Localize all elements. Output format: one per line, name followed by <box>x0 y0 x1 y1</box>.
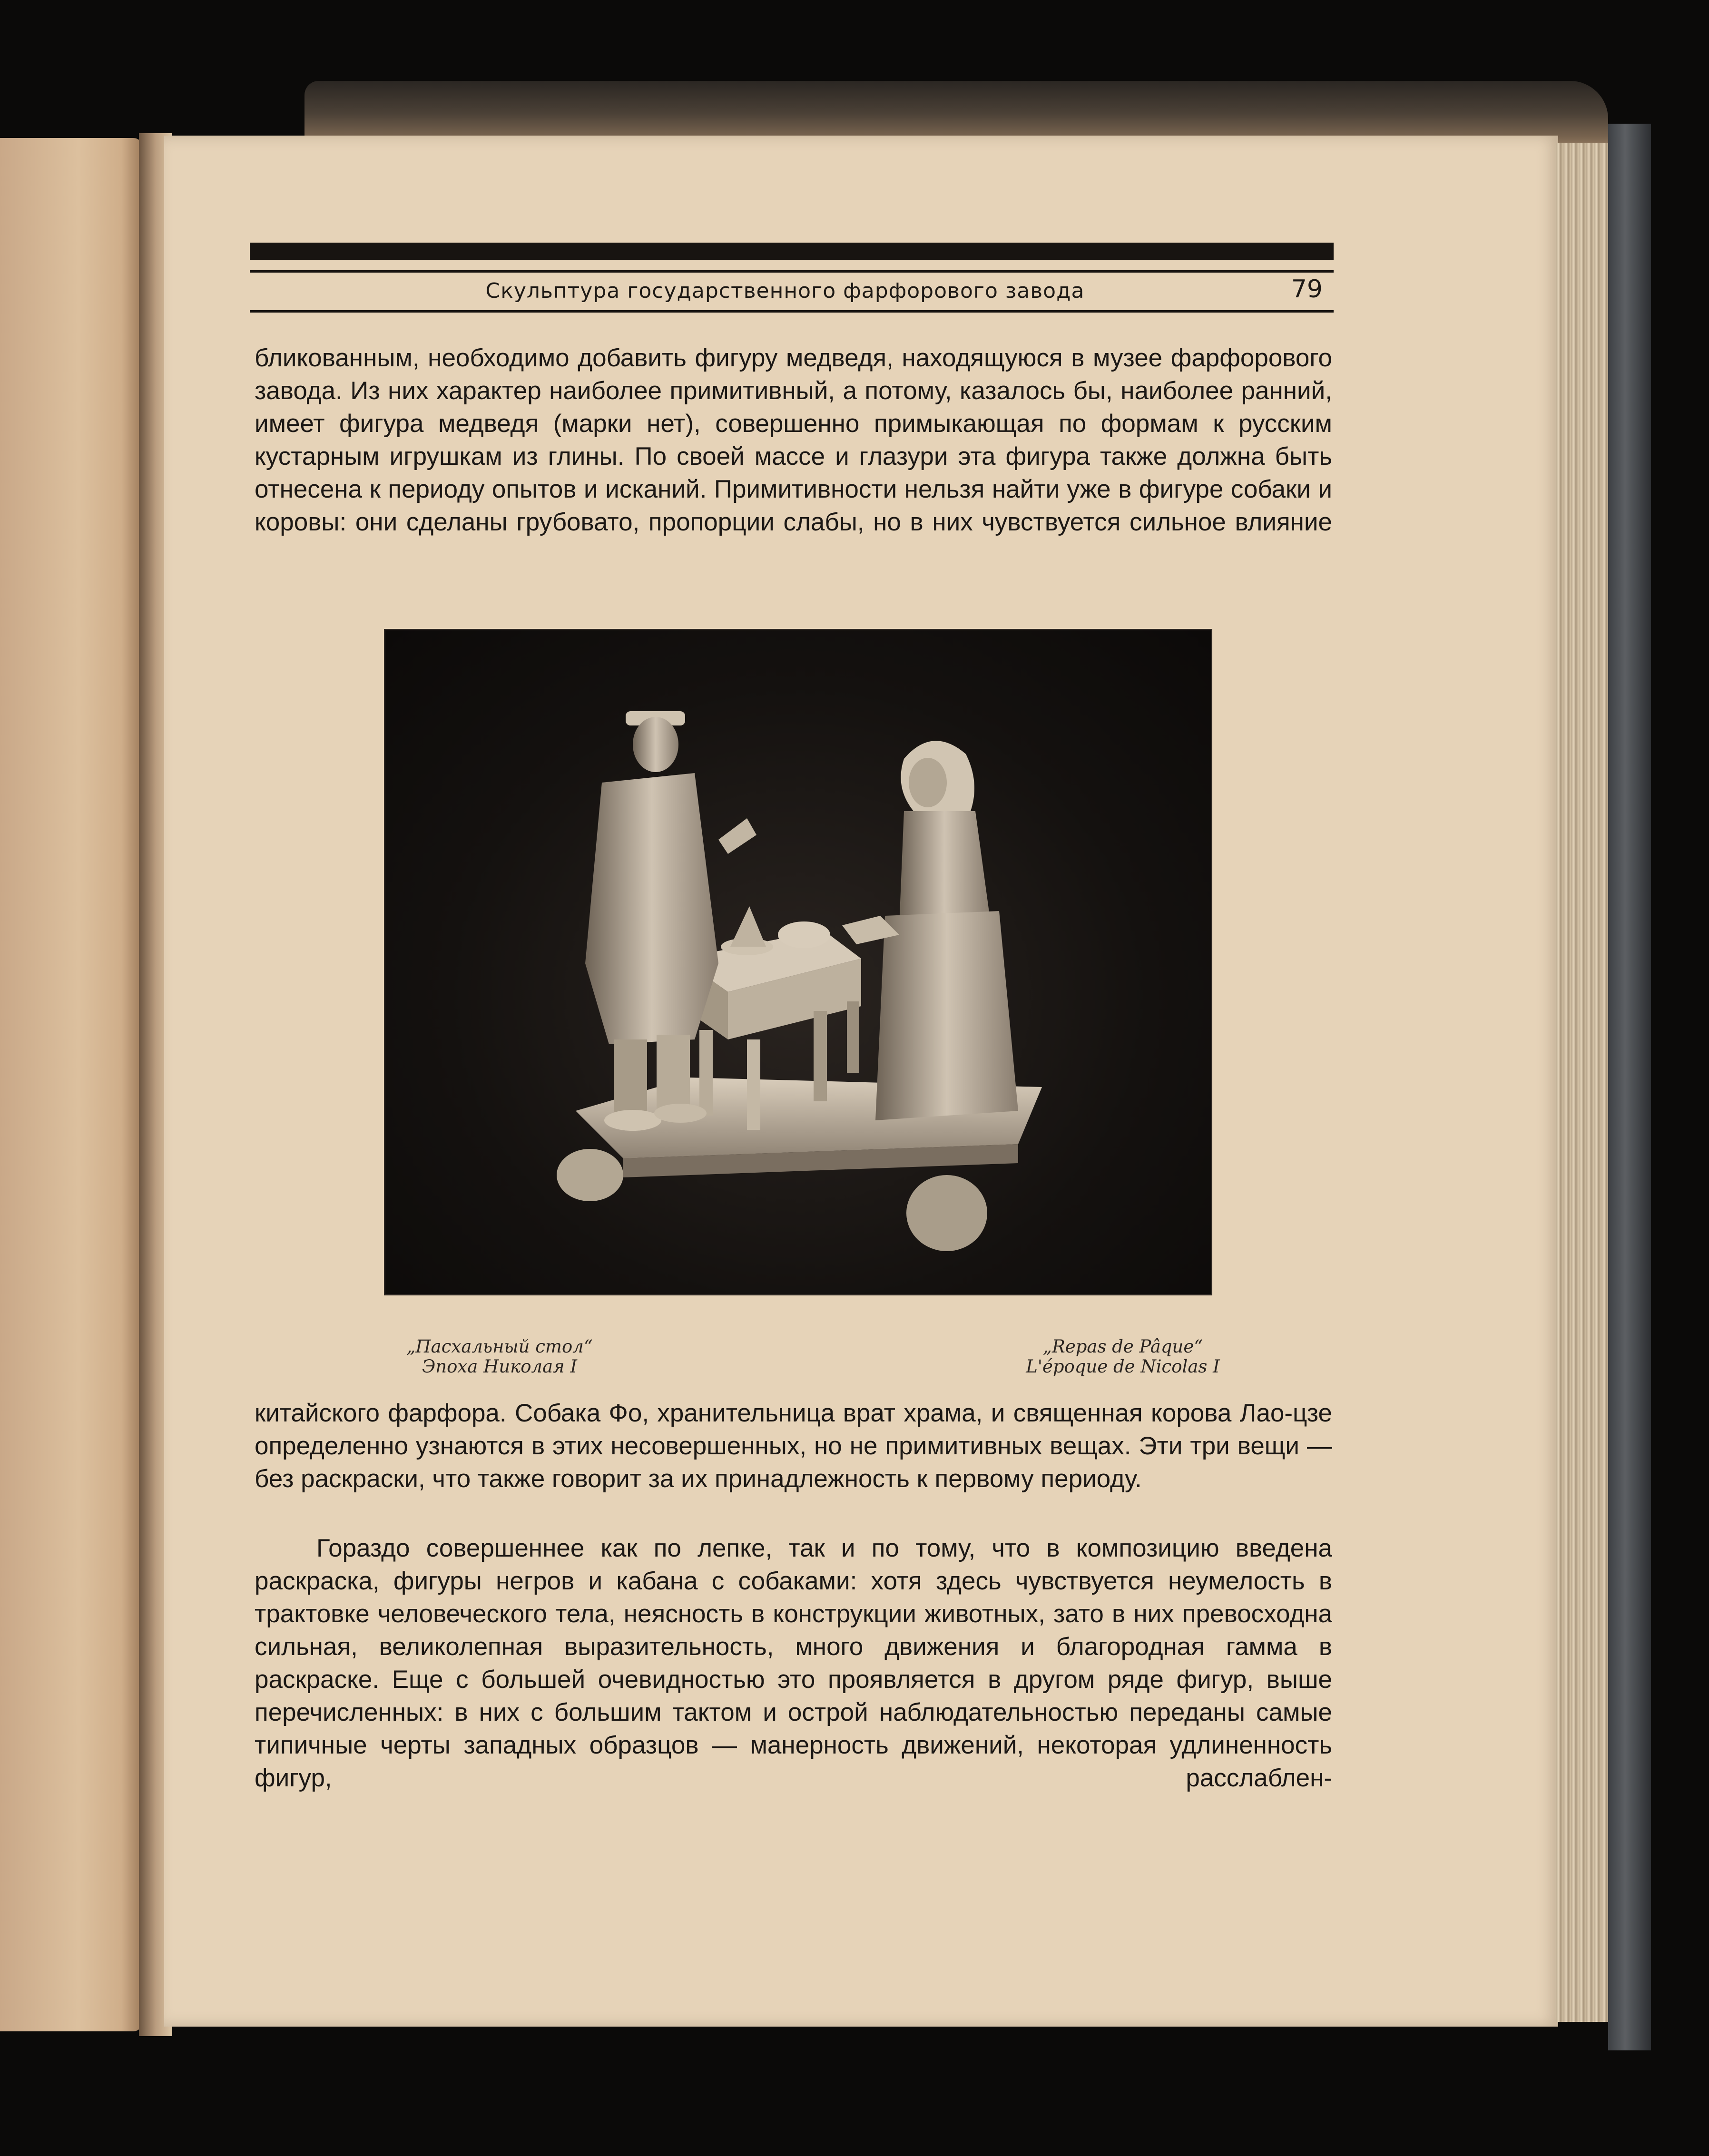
figure-photo <box>385 630 1211 1294</box>
book-cover-edge <box>1608 124 1651 2050</box>
caption-russian <box>376 1337 623 1377</box>
porcelain-sculpture-illustration <box>385 630 1211 1294</box>
caption-french <box>999 1337 1247 1377</box>
header-rule-thick <box>250 243 1334 260</box>
header-rule-bottom <box>250 310 1334 313</box>
page-edges <box>1556 143 1608 2022</box>
page-number: 79 <box>1291 275 1323 304</box>
header-rule-top <box>250 270 1334 273</box>
caption-ru-title: „Пасхальный стол“ <box>406 1336 593 1357</box>
paragraph-3: Гораздо совершеннее как по лепке, так и по тому, что в композицию введена раскраска, фигуры негров и кабана с собаками: хотя здесь чувствуется неумелость в трактовке человеческого тела, неясность в конструкции животных, зато в них превосходна сильная, великолепная выразительность, много движения и благородная гамма в раскраске. Еще с большей очевидностью это проявляется в другом ряде фигур, выше перечисленных: в них с большим тактом и острой наблюдательностью переданы самые типичные черты западных образцов — манерность движений, некоторая удлиненность фигур, расслаблен- <box>255 1534 1332 1792</box>
caption-ru-subtitle: Эпоха Николая I <box>422 1356 578 1377</box>
paragraph-2: китайского фарфора. Собака Фо, хранительница врат храма, и священная корова Лао-цзе определенно узнаются в этих несовершенных, но не примитивных вещах. Эти три вещи — без раскраски, что также говорит за их принадлежность к первому периоду. <box>255 1399 1332 1493</box>
caption-fr-subtitle: L'époque de Nicolas I <box>1026 1356 1220 1377</box>
caption-fr-title: „Repas de Pâque“ <box>1042 1336 1203 1357</box>
paragraph-1: бликованным, необходимо добавить фигуру медведя, находящуюся в музее фарфорового завода. Из них характер наиболее примитивный, а потому, казалось бы, наиболее ранний, имеет фигура медведя (марки нет), совершенно примыкающая по формам к русским кустарным игрушкам из глины. По своей массе и глазури эта фигура также должна быть отнесена к периоду опытов и исканий. Примитивности нельзя найти уже в фигуре собаки и коровы: они сделаны грубовато, пропорции слабы, но в них чувствуется сильное влияние <box>255 344 1332 536</box>
running-title: Скульптура государственного фарфорового завода <box>485 279 1085 303</box>
left-page <box>0 138 143 2031</box>
